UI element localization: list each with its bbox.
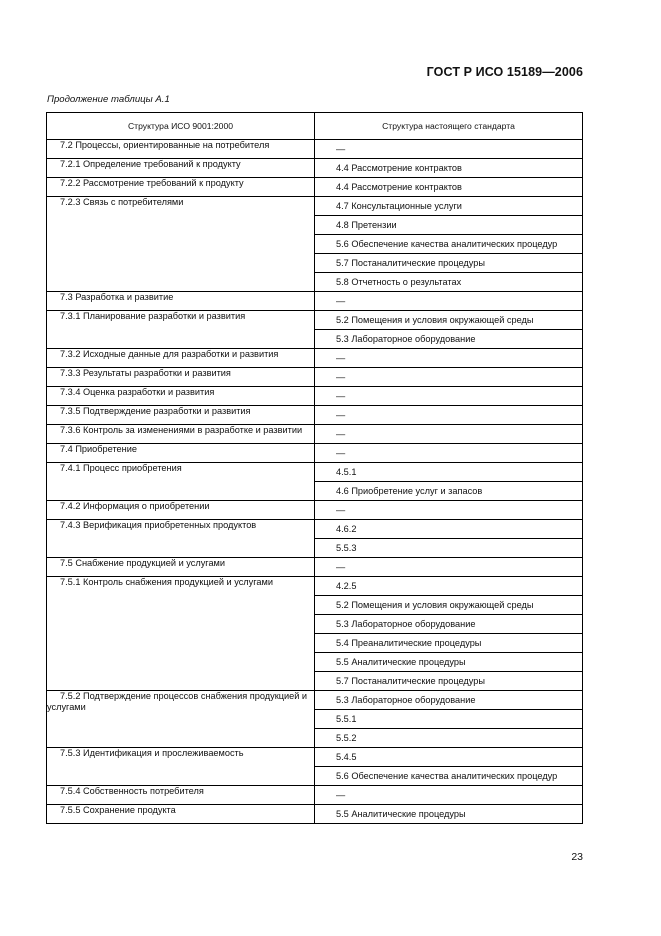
column-header-this-standard: Структура настоящего стандарта (315, 113, 583, 140)
iso9001-clause (47, 197, 315, 292)
iso9001-clause-text: 7.5.2 Подтверждение процессов снабжения продукцией и услугами (47, 691, 308, 712)
standard-clause: 5.3 Лабораторное оборудование (315, 329, 582, 348)
page-number: 23 (571, 851, 583, 863)
standard-clause: 5.5.1 (315, 709, 582, 728)
standard-clause: 5.3 Лабораторное оборудование (336, 695, 476, 705)
standard-clause: 5.3 Лабораторное оборудование (315, 614, 582, 633)
standard-clauses (315, 463, 583, 501)
table-row (47, 805, 583, 824)
iso9001-clause (47, 577, 315, 691)
table-row (47, 786, 583, 805)
standard-clause: — (336, 353, 346, 363)
standard-clause: 5.5.2 (315, 728, 582, 747)
standard-clause: 5.2 Помещения и условия окружающей среды (336, 315, 534, 325)
iso9001-clause-text: 7.3.6 Контроль за изменениями в разработке и развитии (60, 425, 303, 435)
standard-clauses (315, 577, 583, 691)
iso9001-clause (47, 501, 315, 520)
iso9001-clause (47, 140, 315, 159)
standard-clauses (315, 159, 583, 178)
standard-clause: — (336, 790, 346, 800)
table-row (47, 501, 583, 520)
standard-clause: 4.7 Консультационные услуги (336, 201, 462, 211)
iso9001-clause (47, 463, 315, 501)
standard-clauses (315, 368, 583, 387)
standard-clauses (315, 425, 583, 444)
standard-clause: 5.6 Обеспечение качества аналитических процедур (315, 766, 582, 785)
iso9001-clause (47, 444, 315, 463)
table-row (47, 387, 583, 406)
table-row (47, 748, 583, 786)
iso9001-clause-text: 7.2.1 Определение требований к продукту (60, 159, 241, 169)
table-row (47, 368, 583, 387)
iso9001-clause-text: 7.3.4 Оценка разработки и развития (60, 387, 215, 397)
iso9001-clause-text: 7.4 Приобретение (60, 444, 137, 454)
standard-clauses (315, 406, 583, 425)
standard-clause: — (336, 372, 346, 382)
standard-clauses (315, 748, 583, 786)
table-row (47, 178, 583, 197)
table-row (47, 520, 583, 558)
iso9001-clause (47, 178, 315, 197)
table-row (47, 311, 583, 349)
table-row (47, 691, 583, 748)
standard-clause: 5.8 Отчетность о результатах (315, 272, 582, 291)
standard-clauses (315, 501, 583, 520)
iso9001-clause (47, 387, 315, 406)
iso9001-clause (47, 520, 315, 558)
standard-clause: 5.5 Аналитические процедуры (336, 809, 466, 819)
standard-clause: 5.2 Помещения и условия окружающей среды (315, 595, 582, 614)
standard-clauses (315, 691, 583, 748)
standard-clauses (315, 178, 583, 197)
standard-clause: 4.2.5 (336, 581, 357, 591)
standard-clause: — (336, 448, 346, 458)
table-row (47, 140, 583, 159)
standard-clause: 5.7 Постаналитические процедуры (315, 671, 582, 690)
iso9001-clause (47, 805, 315, 824)
iso9001-clause-text: 7.3.5 Подтверждение разработки и развития (60, 406, 251, 416)
iso9001-clause (47, 748, 315, 786)
iso9001-clause-text: 7.3.2 Исходные данные для разработки и развития (60, 349, 279, 359)
iso9001-clause (47, 425, 315, 444)
standard-clause: 4.4 Рассмотрение контрактов (336, 163, 462, 173)
standard-clauses (315, 387, 583, 406)
standard-clauses (315, 197, 583, 292)
standard-clause: 4.4 Рассмотрение контрактов (336, 182, 462, 192)
table-row (47, 558, 583, 577)
standard-clause: 5.4 Преаналитические процедуры (315, 633, 582, 652)
iso9001-clause (47, 292, 315, 311)
table-row (47, 406, 583, 425)
correspondence-table (46, 112, 583, 824)
table-caption: Продолжение таблицы А.1 (47, 94, 170, 105)
iso9001-clause (47, 786, 315, 805)
iso9001-clause-text: 7.4.1 Процесс приобретения (60, 463, 182, 473)
iso9001-clause (47, 691, 315, 748)
column-header-iso9001: Структура ИСО 9001:2000 (47, 113, 315, 140)
document-header: ГОСТ Р ИСО 15189—2006 (426, 65, 583, 79)
standard-clause: 5.6 Обеспечение качества аналитических процедур (315, 234, 582, 253)
iso9001-clause (47, 349, 315, 368)
standard-clause: 5.5 Аналитические процедуры (315, 652, 582, 671)
standard-clause: — (336, 144, 346, 154)
standard-clause: — (336, 391, 346, 401)
standard-clauses (315, 444, 583, 463)
standard-clause: 5.5.3 (315, 538, 582, 557)
standard-clause: 4.5.1 (336, 467, 357, 477)
standard-clauses (315, 558, 583, 577)
standard-clause: 5.4.5 (336, 752, 357, 762)
table-row (47, 425, 583, 444)
table-row (47, 463, 583, 501)
standard-clauses (315, 140, 583, 159)
standard-clause: 4.6.2 (336, 524, 357, 534)
table-row (47, 292, 583, 311)
iso9001-clause-text: 7.2 Процессы, ориентированные на потребителя (60, 140, 270, 150)
standard-clause: — (336, 505, 346, 515)
table-row (47, 197, 583, 292)
standard-clauses (315, 292, 583, 311)
iso9001-clause (47, 558, 315, 577)
iso9001-clause-text: 7.5.1 Контроль снабжения продукцией и услугами (60, 577, 273, 587)
standard-clause: — (336, 296, 346, 306)
standard-clause: — (336, 429, 346, 439)
standard-clause: 5.7 Постаналитические процедуры (315, 253, 582, 272)
table-header-row (47, 113, 583, 140)
standard-clause: 4.6 Приобретение услуг и запасов (315, 481, 582, 500)
iso9001-clause-text: 7.4.3 Верификация приобретенных продуктов (60, 520, 257, 530)
table-row (47, 577, 583, 691)
iso9001-clause-text: 7.3.3 Результаты разработки и развития (60, 368, 231, 378)
iso9001-clause-text: 7.5 Снабжение продукцией и услугами (60, 558, 226, 568)
iso9001-clause (47, 406, 315, 425)
iso9001-clause-text: 7.5.5 Сохранение продукта (60, 805, 176, 815)
iso9001-clause-text: 7.4.2 Информация о приобретении (60, 501, 210, 511)
iso9001-clause-text: 7.5.4 Собственность потребителя (60, 786, 204, 796)
standard-clauses (315, 786, 583, 805)
iso9001-clause-text: 7.5.3 Идентификация и прослеживаемость (60, 748, 244, 758)
standard-clauses (315, 805, 583, 824)
iso9001-clause-text: 7.2.3 Связь с потребителями (60, 197, 184, 207)
table-row (47, 159, 583, 178)
table-row (47, 444, 583, 463)
iso9001-clause-text: 7.3.1 Планирование разработки и развития (60, 311, 246, 321)
table-row (47, 349, 583, 368)
standard-clauses (315, 520, 583, 558)
iso9001-clause (47, 368, 315, 387)
iso9001-clause-text: 7.3 Разработка и развитие (60, 292, 174, 302)
standard-clause: — (336, 410, 346, 420)
iso9001-clause (47, 159, 315, 178)
standard-clause: — (336, 562, 346, 572)
standard-clauses (315, 349, 583, 368)
iso9001-clause-text: 7.2.2 Рассмотрение требований к продукту (60, 178, 244, 188)
iso9001-clause (47, 311, 315, 349)
standard-clause: 4.8 Претензии (315, 215, 582, 234)
standard-clauses (315, 311, 583, 349)
